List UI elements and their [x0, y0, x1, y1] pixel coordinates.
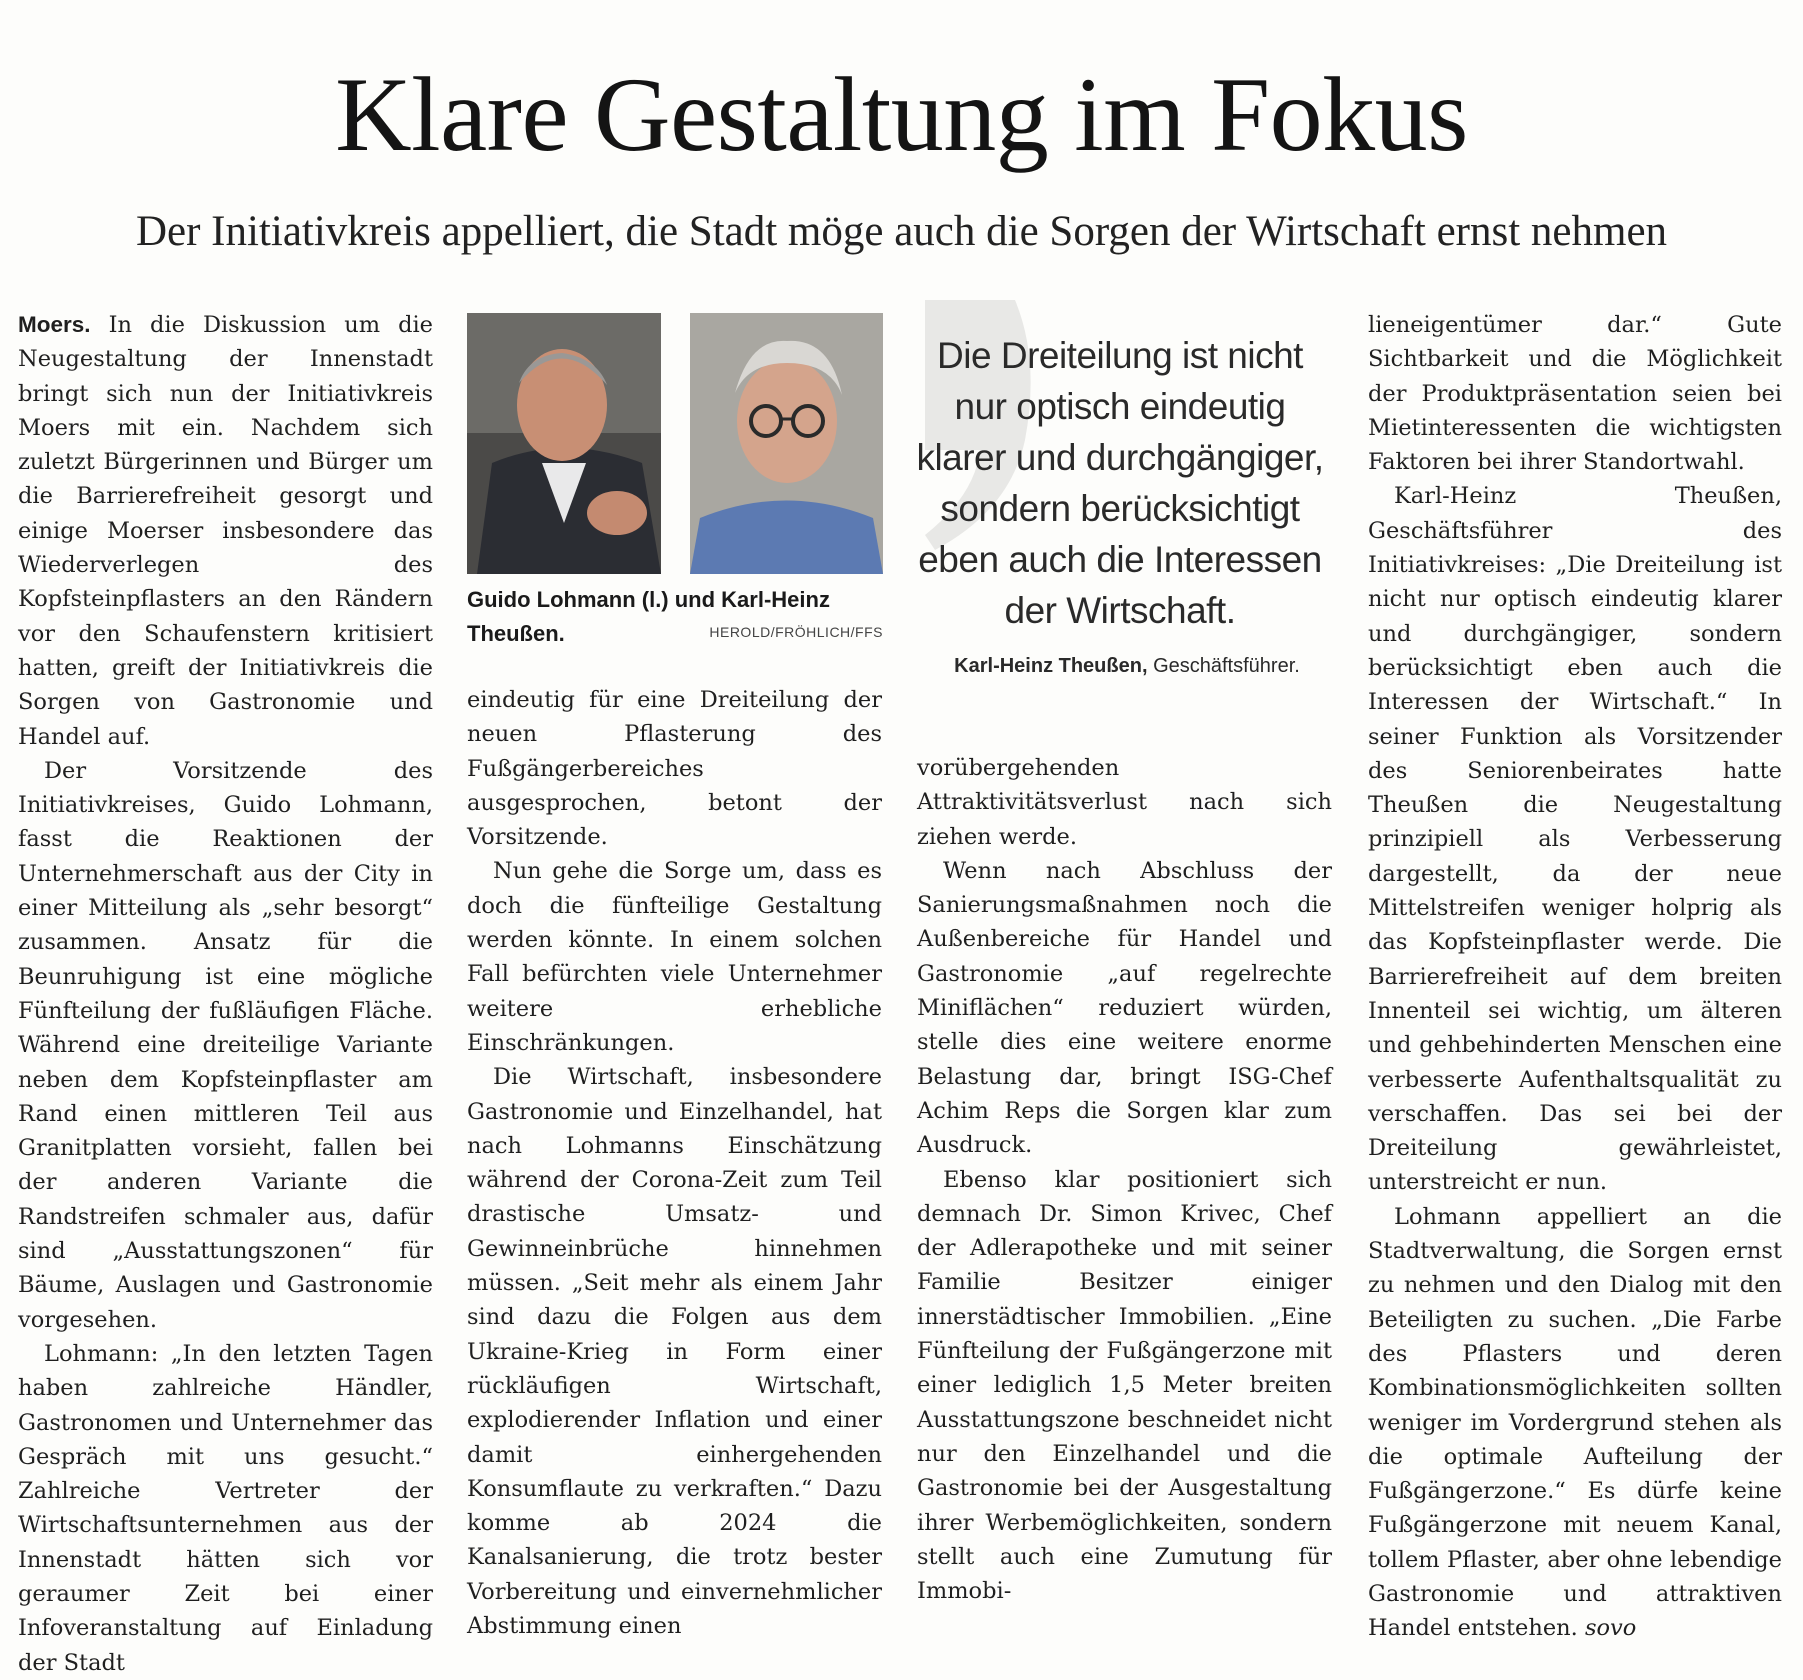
- paragraph: vorübergehenden Attraktivitätsverlust nach sich ziehen werde.: [917, 755, 1332, 850]
- photo-karl-heinz-theussen: [690, 313, 883, 574]
- pull-quote-line: sondern berücksichtigt: [940, 488, 1300, 529]
- pull-quote: [910, 330, 1330, 636]
- paragraph: Karl-Heinz Theußen, Geschäftsführer des Initiativkreises: „Die Dreiteilung ist nicht nur optisch eindeutig klarer und durchgängiger, sondern berücksichtigt eben auch die Interessen der Wirtschaft.“ In seiner Funktion als Vorsitzender des Seniorenbeirates hatte Theußen die Neugestaltung prinzipiell als Verbesserung dargestellt, da der neue Mittelstreifen weniger holprig als das Kopfsteinpflaster werde. Die Barrierefreiheit auf dem breiten Innenteil sei wichtig, um älteren und gehbehinderten Menschen eine verbesserte Aufenthaltsqualität zu verschaffen. Das sei bei der Dreiteilung gewährleistet, unterstreicht er nun.: [1368, 483, 1782, 1196]
- paragraph: Die Wirtschaft, insbesondere Gastronomie und Einzelhandel, hat nach Lohmanns Einschätzung während der Corona-Zeit zum Teil drastische Umsatz- und Gewinneinbrüche hinnehmen müssen. „Seit mehr als einem Jahr sind dazu die Folgen aus dem Ukraine-Krieg in Form einer rückläufigen Wirtschaft, explodierender Inflation und einer damit einhergehenden Konsumflaute zu verkraften.“ Dazu komme ab 2024 die Kanalsanierung, die trotz bester Vorbereitung und einvernehmlicher Abstimmung einen: [467, 1064, 882, 1640]
- article-column-2: [467, 683, 882, 1643]
- paragraph: Lohmann appelliert an die Stadtverwaltung, die Sorgen ernst zu nehmen und den Dialog mit den Beteiligten zu suchen. „Die Farbe des Pflasters und deren Kombinationsmöglichkeiten sollten weniger im Vordergrund stehen als die optimale Aufteilung der Fußgängerzone.“ Es dürfe keine Fußgängerzone mit neuem Kanal, tollem Pflaster, aber ohne lebendige Gastronomie und attraktiven Handel entstehen. sovo: [1368, 1203, 1782, 1642]
- subheadline: Der Initiativkreis appelliert, die Stadt möge auch die Sorgen der Wirtschaft ernst nehmen: [135, 208, 1668, 255]
- paragraph: Wenn nach Abschluss der Sanierungsmaßnahmen noch die Außenbereiche für Handel und Gastronomie „auf regelrechte Miniflächen“ reduziert würden, stelle dies eine weitere enorme Belastung dar, bringt ISG-Chef Achim Reps die Sorgen klar zum Ausdruck.: [917, 857, 1332, 1159]
- quote-author: Karl-Heinz Theußen,: [954, 655, 1148, 677]
- paragraph: Ebenso klar positioniert sich demnach Dr. Simon Krivec, Chef der Adlerapotheke und mit seiner Familie Besitzer einiger innerstädtischer Immobilien. „Eine Fünfteilung der Fußgängerzone mit einer lediglich 1,5 Meter breiten Ausstattungszone beschneidet nicht nur den Einzelhandel und die Gastronomie bei der Ausgestaltung ihrer Werbemöglichkeiten, sondern stellt auch eine Zumutung für Immobi-: [917, 1166, 1332, 1605]
- pull-quote-line: nur optisch eindeutig: [954, 386, 1286, 427]
- quote-author-role: Geschäftsführer.: [1153, 655, 1300, 677]
- paragraph: Nun gehe die Sorge um, dass es doch die fünfteilige Gestaltung werden könnte. In einem solchen Fall befürchten viele Unternehmer weitere erhebliche Einschränkungen.: [467, 858, 882, 1056]
- photo-guido-lohmann: [467, 313, 661, 574]
- author-signature: sovo: [1584, 1615, 1637, 1642]
- paragraph: Lohmann: „In den letzten Tagen haben zahlreiche Händler, Gastronomen und Unternehmer das Gespräch mit uns gesucht.“ Zahlreiche Vertreter der Wirtschaftsunternehmen aus der Innenstadt hätten sich vor geraumer Zeit bei einer Infoveranstaltung auf Einladung der Stadt: [18, 1340, 433, 1676]
- paragraph: eindeutig für eine Dreiteilung der neuen Pflasterung des Fußgängerbereiches ausgesprochen, betont der Vorsitzende.: [467, 687, 882, 851]
- article-column-1: [18, 308, 433, 1680]
- headline: Klare Gestaltung im Fokus: [335, 56, 1468, 173]
- pull-quote-line: Die Dreiteilung ist nicht: [937, 335, 1303, 376]
- paragraph: lieneigentümer dar.“ Gute Sichtbarkeit und die Möglichkeit der Produktpräsentation seien bei Mietinteressenten die wichtigsten Faktoren bei ihrer Standortwahl.: [1368, 312, 1782, 476]
- paragraph: Der Vorsitzende des Initiativkreises, Guido Lohmann, fasst die Reaktionen der Unternehmerschaft aus der City in einer Mitteilung als „sehr besorgt“ zusammen. Ansatz für die Beunruhigung ist eine mögliche Fünfteilung der fußläufigen Fläche. Während eine dreiteilige Variante neben dem Kopfsteinpflaster am Rand einen mittleren Teil aus Granitplatten vorsieht, fallen bei der anderen Variante die Randstreifen schmaler aus, dafür sind „Ausstattungszonen“ für Bäume, Auslagen und Gastronomie vorgesehen.: [18, 757, 433, 1333]
- photo-caption: Guido Lohmann (l.) und Karl-Heinz Theußen.: [467, 587, 830, 646]
- photo-credit: HEROLD/FRÖHLICH/FFS: [709, 624, 883, 640]
- article-column-3: [917, 751, 1332, 1608]
- paragraph: Moers. In die Diskussion um die Neugestaltung der Innenstadt bringt sich nun der Initiativkreis Moers mit ein. Nachdem sich zuletzt Bürgerinnen und Bürger um die Barrierefreiheit gesorgt und einige Moerser insbesondere das Wiederverlegen des Kopfsteinpflasters an den Rändern vor den Schaufenstern kritisiert hatten, greift der Initiativkreis die Sorgen von Gastronomie und Handel auf.: [18, 312, 433, 750]
- article-column-4: [1368, 308, 1782, 1646]
- pull-quote-line: eben auch die Interessen: [918, 539, 1322, 580]
- dateline: Moers.: [18, 312, 91, 337]
- pull-quote-attribution: [917, 652, 1337, 680]
- pull-quote-line: der Wirtschaft.: [1004, 590, 1236, 631]
- pull-quote-line: klarer und durchgängiger,: [916, 437, 1324, 478]
